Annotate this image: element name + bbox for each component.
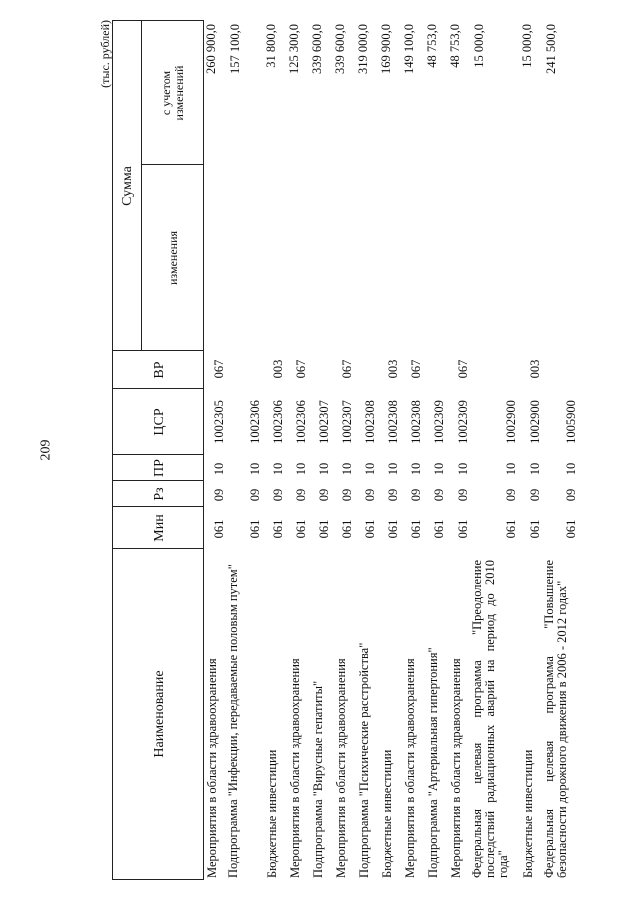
row-rz: 09 xyxy=(363,488,377,502)
row-vr: 067 xyxy=(456,359,470,379)
table-row xyxy=(520,20,544,880)
table-row xyxy=(287,20,310,880)
header-with-changes-line-2: изменений xyxy=(172,65,186,121)
row-min: 061 xyxy=(386,519,400,539)
table-row xyxy=(264,20,287,880)
row-csr: 1005900 xyxy=(564,400,578,444)
table-row xyxy=(379,20,402,880)
row-pr: 10 xyxy=(386,462,400,476)
row-pr: 10 xyxy=(212,462,226,476)
row-min: 061 xyxy=(504,519,518,539)
row-name: Мероприятия в области здравоохранения xyxy=(449,658,463,878)
table-row xyxy=(228,20,264,880)
header-vr: ВР xyxy=(151,361,167,379)
row-pr: 10 xyxy=(456,462,470,476)
row-vr: 067 xyxy=(340,359,354,379)
row-csr: 1002309 xyxy=(432,400,446,444)
row-csr: 1002308 xyxy=(363,400,377,444)
row-total: 15 000,0 xyxy=(472,24,486,68)
row-name: Бюджетные инвестиции xyxy=(265,749,279,878)
row-csr: 1002306 xyxy=(248,400,262,444)
row-min: 061 xyxy=(432,519,446,539)
row-min: 061 xyxy=(363,519,377,539)
row-name: Федеральная целевая программа "Повышение безопасности дорожного движения в 2006 - 2012 годах" xyxy=(542,560,569,878)
row-name: Подпрограмма "Вирусные гепатиты" xyxy=(311,680,325,878)
row-csr: 1002900 xyxy=(528,400,542,444)
row-csr: 1002306 xyxy=(271,400,285,444)
header-pr: ПР xyxy=(151,459,167,477)
row-min: 061 xyxy=(294,519,308,539)
row-csr: 1002308 xyxy=(386,400,400,444)
row-name: Мероприятия в области здравоохранения xyxy=(403,658,417,878)
row-min: 061 xyxy=(564,519,578,539)
row-name: Подпрограмма "Артериальная гипертония" xyxy=(426,647,440,878)
page-number: 209 xyxy=(38,439,54,461)
rotated-page-content xyxy=(98,20,578,880)
row-vr: 003 xyxy=(528,359,542,379)
row-rz: 09 xyxy=(294,488,308,502)
header-with-changes-line-1: с учетом xyxy=(159,70,173,116)
row-total: 319 000,0 xyxy=(356,24,370,74)
table-row xyxy=(425,20,448,880)
row-csr: 1002900 xyxy=(504,400,518,444)
row-total: 48 753,0 xyxy=(425,24,439,68)
row-vr: 067 xyxy=(409,359,423,379)
row-rz: 09 xyxy=(432,488,446,502)
row-csr: 1002306 xyxy=(294,400,308,444)
row-total: 48 753,0 xyxy=(448,24,462,68)
row-rz: 09 xyxy=(340,488,354,502)
table-row xyxy=(333,20,356,880)
row-pr: 10 xyxy=(432,462,446,476)
row-name: Мероприятия в области здравоохранения xyxy=(334,658,348,878)
header-summa: Сумма xyxy=(119,166,135,206)
row-min: 061 xyxy=(340,519,354,539)
table-row xyxy=(204,20,228,880)
row-csr: 1002305 xyxy=(212,400,226,444)
row-pr: 10 xyxy=(294,462,308,476)
row-pr: 10 xyxy=(564,462,578,476)
table-row xyxy=(472,20,520,880)
row-rz: 09 xyxy=(248,488,262,502)
header-csr: ЦСР xyxy=(151,408,167,436)
row-rz: 09 xyxy=(456,488,470,502)
row-pr: 10 xyxy=(271,462,285,476)
row-total: 241 500,0 xyxy=(544,24,558,74)
row-vr: 003 xyxy=(271,359,285,379)
header-rz: Рз xyxy=(151,487,167,501)
row-pr: 10 xyxy=(528,462,542,476)
table-row xyxy=(448,20,472,880)
row-total: 125 300,0 xyxy=(287,24,301,74)
header-name: Наименование xyxy=(151,670,167,758)
row-rz: 09 xyxy=(409,488,423,502)
row-min: 061 xyxy=(317,519,331,539)
row-csr: 1002307 xyxy=(317,400,331,444)
row-name: Бюджетные инвестиции xyxy=(380,749,394,878)
row-rz: 09 xyxy=(564,488,578,502)
table-row xyxy=(356,20,379,880)
row-min: 061 xyxy=(271,519,285,539)
header-with-changes xyxy=(141,21,205,165)
row-total: 157 100,0 xyxy=(228,24,242,74)
row-name: Бюджетные инвестиции xyxy=(521,749,535,878)
row-pr: 10 xyxy=(340,462,354,476)
units-label: (тыс. рублей) xyxy=(98,20,112,88)
row-pr: 10 xyxy=(409,462,423,476)
row-pr: 10 xyxy=(363,462,377,476)
header-min: Мин xyxy=(151,514,167,542)
row-rz: 09 xyxy=(386,488,400,502)
row-csr: 1002309 xyxy=(456,400,470,444)
row-vr: 067 xyxy=(212,359,226,379)
row-rz: 09 xyxy=(317,488,331,502)
table-body xyxy=(204,20,580,880)
row-rz: 09 xyxy=(212,488,226,502)
row-total: 15 000,0 xyxy=(520,24,534,68)
table-row xyxy=(310,20,333,880)
table-row xyxy=(544,20,580,880)
row-name: Мероприятия в области здравоохранения xyxy=(288,658,302,878)
row-vr: 003 xyxy=(386,359,400,379)
row-rz: 09 xyxy=(504,488,518,502)
row-pr: 10 xyxy=(317,462,331,476)
row-min: 061 xyxy=(409,519,423,539)
row-total: 149 100,0 xyxy=(402,24,416,74)
row-name: Мероприятия в области здравоохранения xyxy=(205,658,219,878)
row-name: Подпрограмма "Психические расстройства" xyxy=(357,642,371,878)
row-vr: 067 xyxy=(294,359,308,379)
row-min: 061 xyxy=(212,519,226,539)
row-min: 061 xyxy=(456,519,470,539)
row-csr: 1002307 xyxy=(340,400,354,444)
row-csr: 1002308 xyxy=(409,400,423,444)
row-rz: 09 xyxy=(271,488,285,502)
row-total: 169 900,0 xyxy=(379,24,393,74)
row-total: 339 600,0 xyxy=(310,24,324,74)
row-pr: 10 xyxy=(504,462,518,476)
row-total: 260 900,0 xyxy=(204,24,218,74)
row-pr: 10 xyxy=(248,462,262,476)
row-total: 31 800,0 xyxy=(264,24,278,68)
row-name: Подпрограмма "Инфекции, передаваемые половым путем" xyxy=(226,564,240,878)
table-row xyxy=(402,20,425,880)
table-header xyxy=(112,20,204,880)
row-min: 061 xyxy=(528,519,542,539)
row-rz: 09 xyxy=(528,488,542,502)
row-name: Федеральная целевая программа "Преодоление последствий радиационных аварий на период до 2010 года" xyxy=(470,560,510,878)
row-total: 339 600,0 xyxy=(333,24,347,74)
header-changes: изменения xyxy=(165,230,180,286)
row-min: 061 xyxy=(248,519,262,539)
